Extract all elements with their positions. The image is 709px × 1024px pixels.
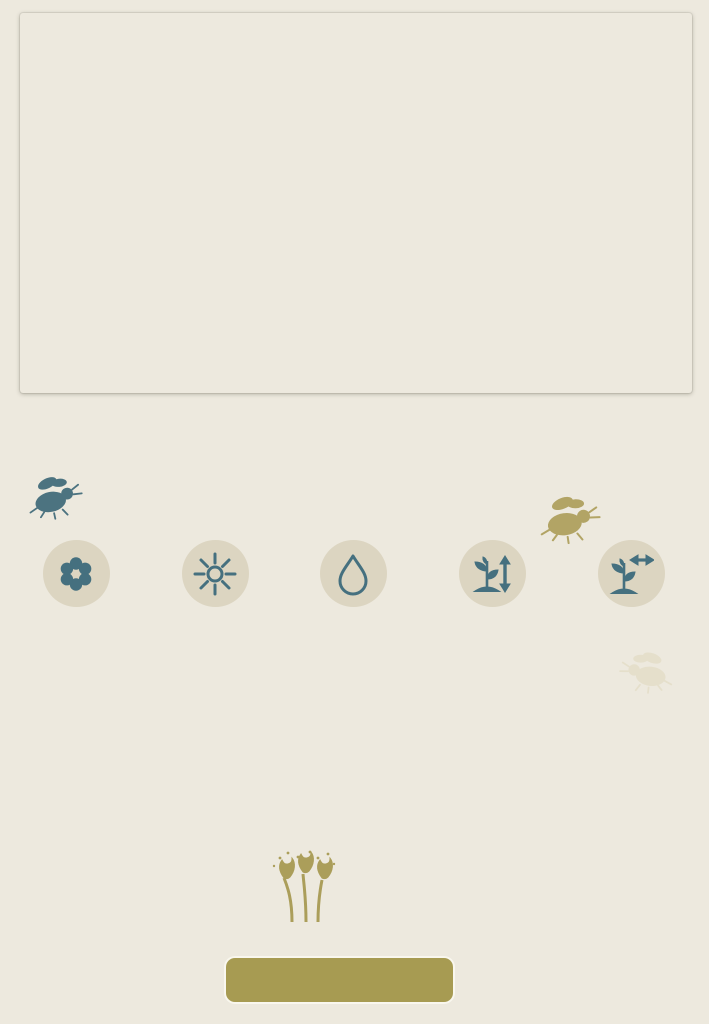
attribute-water xyxy=(283,540,423,622)
attribute-bloom-period xyxy=(6,540,146,622)
bee-faint-icon xyxy=(614,643,678,700)
attribute-height xyxy=(422,540,562,622)
flower-icon xyxy=(55,553,97,595)
icon-circle xyxy=(182,540,249,607)
qr-info-line3 xyxy=(292,774,297,794)
qr-code xyxy=(224,772,280,828)
water-drop-icon xyxy=(333,552,373,596)
icon-circle xyxy=(43,540,110,607)
icon-circle xyxy=(320,540,387,607)
qr-info-text xyxy=(292,774,297,794)
attribute-sunlight xyxy=(145,540,285,622)
potentilla-flowers-photo xyxy=(20,13,692,393)
decorative-plants-right xyxy=(479,735,709,1024)
decorative-plants-left xyxy=(0,654,230,1024)
plant-photo xyxy=(20,13,692,393)
icon-circle xyxy=(459,540,526,607)
stauden-badge xyxy=(226,958,453,1002)
attribute-spread xyxy=(561,540,701,622)
bee-teal-icon xyxy=(24,469,87,523)
logo-flower-sprig-icon xyxy=(258,850,348,922)
sun-icon xyxy=(193,552,237,596)
icon-circle xyxy=(598,540,665,607)
plant-spread-icon xyxy=(608,551,654,597)
plant-height-icon xyxy=(469,551,515,597)
